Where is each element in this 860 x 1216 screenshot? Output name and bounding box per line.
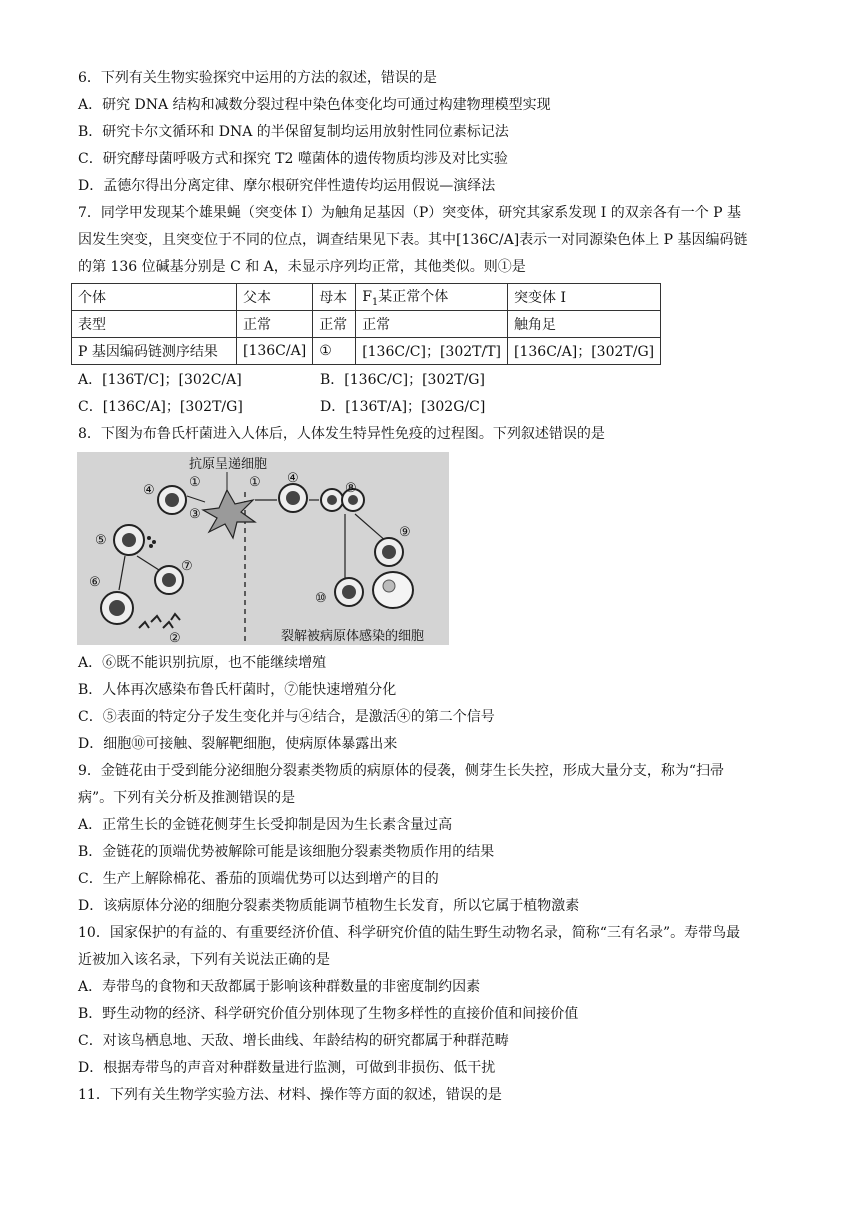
q6-option-c: C．研究酵母菌呼吸方式和探究 T2 噬菌体的遗传物质均涉及对比实验: [78, 151, 508, 167]
q10-stem-line-2: 近被加入该名录，下列有关说法正确的是: [78, 952, 330, 968]
table-cell: 个体: [72, 284, 237, 311]
cell-9-nucleus: [382, 545, 396, 559]
q6-option-b: B．研究卡尔文循环和 DNA 的半保留复制均运用放射性同位素标记法: [78, 124, 509, 140]
f1-suffix: 某正常个体: [378, 289, 449, 306]
marker-4-left: ④: [143, 483, 155, 498]
q7-gene-table: [71, 283, 661, 365]
marker-1-right: ①: [249, 475, 261, 490]
cell-6-nucleus: [109, 600, 125, 616]
cell-small-nucleus: [348, 495, 358, 505]
marker-3: ③: [189, 507, 201, 522]
label-antigen-presenting-cell: 抗原呈递细胞: [189, 457, 268, 472]
marker-8: ⑧: [345, 481, 357, 496]
marker-6: ⑥: [89, 575, 101, 590]
q6-option-d: D．孟德尔得出分离定律、摩尔根研究伴性遗传均运用假说—演绎法: [78, 178, 496, 194]
q7-option-c: C．[136C/A]；[302T/G]: [78, 399, 243, 415]
q7-option-b: B．[136C/C]；[302T/G]: [320, 372, 485, 388]
q8-stem: 8．下图为布鲁氏杆菌进入人体后，人体发生特异性免疫的过程图。下列叙述错误的是: [78, 426, 605, 442]
bacteria-dot: [149, 544, 153, 548]
q9-option-c: C．生产上解除棉花、番茄的顶端优势可以达到增产的目的: [78, 871, 439, 887]
marker-1-left: ①: [189, 475, 201, 490]
q7-stem-line-2: 因发生突变，且突变位于不同的位点，调查结果见下表。其中[136C/A]表示一对同源染色体上 P 基因编码链: [78, 232, 748, 248]
table-cell: [136C/A]；[302T/G]: [508, 338, 661, 365]
marker-2: ②: [169, 631, 181, 645]
bacteria-dot: [152, 540, 156, 544]
q8-option-d: D．细胞⑩可接触、裂解靶细胞，使病原体暴露出来: [78, 736, 398, 752]
cell-7-nucleus: [162, 573, 176, 587]
marker-10: ⑩: [315, 591, 327, 606]
cell-4-left-nucleus: [165, 493, 179, 507]
table-row: [72, 338, 661, 365]
q10-option-a: A．寿带鸟的食物和天敌都属于影响该种群数量的非密度制约因素: [78, 979, 481, 995]
table-cell: P 基因编码链测序结果: [72, 338, 237, 365]
q10-option-d: D．根据寿带鸟的声音对种群数量进行监测，可做到非损伤、低干扰: [78, 1060, 496, 1076]
table-cell: 正常: [237, 311, 313, 338]
immune-process-figure: [77, 452, 449, 645]
q7-stem-line-3: 的第 136 位碱基分别是 C 和 A，未显示序列均正常，其他类似。则①是: [78, 259, 526, 275]
q9-stem-line-1: 9．金链花由于受到能分泌细胞分裂素类物质的病原体的侵袭，侧芽生长失控，形成大量分支，称为“扫帚: [78, 763, 725, 779]
table-cell: 父本: [237, 284, 313, 311]
table-cell: [356, 284, 508, 311]
q9-stem-line-2: 病”。下列有关分析及推测错误的是: [78, 790, 296, 806]
marker-7: ⑦: [181, 559, 193, 574]
table-cell: 母本: [313, 284, 356, 311]
marker-9: ⑨: [399, 525, 411, 540]
q9-option-a: A．正常生长的金链花侧芽生长受抑制是因为生长素含量过高: [78, 817, 453, 833]
q9-option-b: B．金链花的顶端优势被解除可能是该细胞分裂素类物质作用的结果: [78, 844, 495, 860]
cell-10-nucleus: [342, 585, 356, 599]
table-cell: 正常: [313, 311, 356, 338]
table-cell: ①: [313, 338, 356, 365]
f1-prefix: F: [362, 289, 372, 306]
immune-diagram: [77, 452, 449, 645]
q7-option-a: A．[136T/C]；[302C/A]: [78, 372, 242, 388]
table-cell: 表型: [72, 311, 237, 338]
q10-option-b: B．野生动物的经济、科学研究价值分别体现了生物多样性的直接价值和间接价值: [78, 1006, 579, 1022]
q9-option-d: D．该病原体分泌的细胞分裂素类物质能调节植物生长发育，所以它属于植物激素: [78, 898, 580, 914]
table-cell: [136C/C]；[302T/T]: [356, 338, 508, 365]
q11-stem: 11．下列有关生物学实验方法、材料、操作等方面的叙述，错误的是: [78, 1087, 502, 1103]
q10-stem-line-1: 10．国家保护的有益的、有重要经济价值、科学研究价值的陆生野生动物名录，简称“三有名录”。寿带鸟最: [78, 925, 741, 941]
q8-option-b: B．人体再次感染布鲁氏杆菌时，⑦能快速增殖分化: [78, 682, 397, 698]
cell-5-nucleus: [122, 533, 136, 547]
marker-5: ⑤: [95, 533, 107, 548]
table-cell: 触角足: [508, 311, 661, 338]
q7-options-row-1: [78, 370, 638, 390]
q6-option-a: A．研究 DNA 结构和减数分裂过程中染色体变化均可通过构建物理模型实现: [78, 97, 551, 113]
q7-options-row-2: [78, 397, 638, 417]
marker-4-right: ④: [287, 471, 299, 486]
table-row: [72, 311, 661, 338]
q7-stem-line-1: 7．同学甲发现某个雄果蝇（突变体 I）为触角足基因（P）突变体，研究其家系发现 I 的双亲各有一个 P 基: [78, 205, 742, 221]
q8-option-a: A．⑥既不能识别抗原，也不能继续增殖: [78, 655, 327, 671]
f1-subscript: 1: [371, 296, 379, 308]
table-cell: [136C/A]: [237, 338, 313, 365]
label-lyse-infected-cell: 裂解被病原体感染的细胞: [281, 629, 425, 644]
q10-option-c: C．对该鸟栖息地、天敌、增长曲线、年龄结构的研究都属于种群范畴: [78, 1033, 509, 1049]
cell-small-nucleus: [327, 495, 337, 505]
target-cell-nucleus: [383, 580, 395, 592]
table-row: [72, 284, 661, 311]
q7-option-d: D．[136T/A]；[302G/C]: [320, 399, 486, 415]
cell-4-right-nucleus: [286, 491, 300, 505]
table-cell: 突变体 I: [508, 284, 661, 311]
q8-option-c: C．⑤表面的特定分子发生变化并与④结合，是激活④的第二个信号: [78, 709, 495, 725]
table-cell: 正常: [356, 311, 508, 338]
bacteria-dot: [147, 536, 151, 540]
q6-stem: 6．下列有关生物实验探究中运用的方法的叙述，错误的是: [78, 70, 437, 86]
